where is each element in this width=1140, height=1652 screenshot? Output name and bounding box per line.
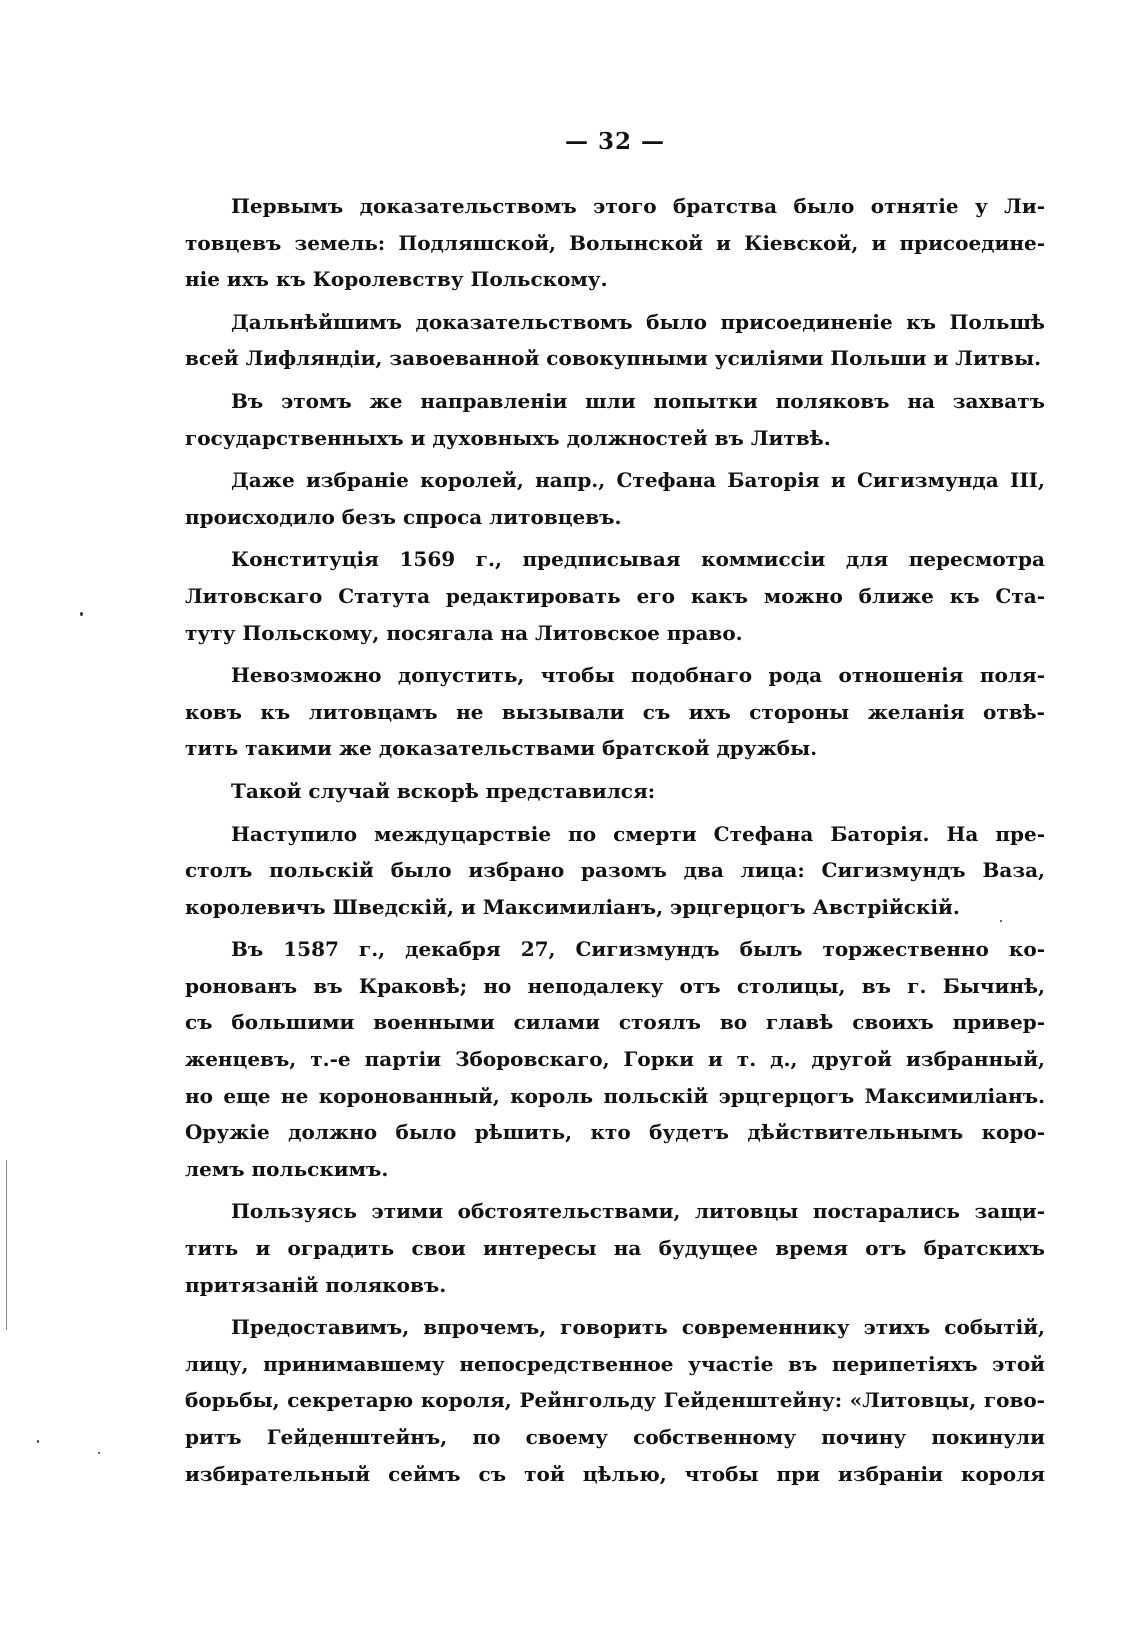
paragraph — [185, 931, 1045, 1187]
scan-speck — [37, 1440, 39, 1443]
text-line: ковъ къ литовцамъ не вызывали съ ихъ стороны желанія отвѣ- — [185, 699, 1045, 724]
text-line: Дальнѣйшимъ доказательствомъ было присоединеніе къ Польшѣ — [231, 309, 1045, 334]
page-number: — 32 — — [564, 128, 666, 155]
paragraph — [185, 657, 1045, 767]
scan-speck — [98, 1452, 100, 1454]
text-line: Въ этомъ же направленіи шли попытки поляковъ на захватъ — [231, 388, 1045, 413]
paragraph — [185, 1193, 1045, 1303]
text-line: женцевъ, т.-е партіи Зборовскаго, Горки и т. д., другой избранный, — [185, 1047, 1045, 1072]
text-line: Такой случай вскорѣ представился: — [231, 778, 656, 803]
text-line: избирательный сеймъ съ той цѣлью, чтобы при избраніи короля — [185, 1461, 1045, 1486]
text-line: ніе ихъ къ Королевству Польскому. — [185, 267, 608, 292]
text-line: лицу, принимавшему непосредственное участіе въ перипетіяхъ этой — [185, 1351, 1045, 1376]
paragraph — [185, 462, 1045, 535]
scan-speck — [80, 612, 83, 616]
text-line: Даже избраніе королей, напр., Стефана Баторія и Сигизмунда III, — [231, 468, 1045, 493]
text-line: Въ 1587 г., декабря 27, Сигизмундъ былъ торжественно ко- — [231, 937, 1045, 962]
paragraph — [185, 816, 1045, 926]
scan-margin-line — [6, 1160, 7, 1330]
text-line: Конституція 1569 г., предписывая коммиссіи для пересмотра — [231, 547, 1045, 572]
text-line: товцевъ земель: Подляшской, Волынской и Кіевской, и присоедине- — [185, 230, 1045, 255]
text-line: тить такими же доказательствами братской дружбы. — [185, 736, 818, 761]
text-line: государственныхъ и духовныхъ должностей въ Литвѣ. — [185, 425, 831, 450]
text-line: Первымъ доказательствомъ этого братства было отнятіе у Ли- — [231, 194, 1045, 218]
text-line: тить и оградить свои интересы на будущее время отъ братскихъ — [185, 1236, 1045, 1261]
text-line: борьбы, секретарю короля, Рейнгольду Гейденштейну: «Литовцы, гово- — [185, 1388, 1045, 1413]
text-line: Оружіе должно было рѣшить, кто будетъ дѣйствительнымъ коро- — [185, 1120, 1045, 1145]
text-line: притязаній поляковъ. — [185, 1272, 447, 1297]
paragraph — [185, 304, 1045, 377]
paragraph — [185, 383, 1045, 456]
text-line: Пользуясь этими обстоятельствами, литовцы постарались защи- — [231, 1199, 1045, 1224]
paragraph — [185, 541, 1045, 651]
text-line: столъ польскій было избрано разомъ два лица: Сигизмундъ Ваза, — [185, 858, 1045, 883]
text-line: съ большими военными силами стоялъ во главѣ своихъ привер- — [185, 1010, 1045, 1035]
text-line: Наступило междуцарствіе по смерти Стефана Баторія. На пре- — [231, 821, 1045, 846]
paragraph — [185, 188, 1045, 298]
text-line: Предоставимъ, впрочемъ, говорить современнику этихъ событій, — [231, 1315, 1045, 1340]
text-line: ритъ Гейденштейнъ, по своему собственному почину покинули — [185, 1425, 1045, 1449]
text-line: но еще не коронованный, король польскій эрцгерцогъ Максимиліанъ. — [185, 1083, 1045, 1108]
text-line: королевичъ Шведскій, и Максимиліанъ, эрцгерцогъ Австрійскій. — [185, 894, 960, 919]
paragraph — [185, 773, 1045, 810]
text-line: туту Польскому, посягала на Литовское право. — [185, 620, 743, 645]
text-line: всей Лифляндіи, завоеванной совокупными усиліями Польши и Литвы. — [185, 346, 1042, 371]
text-line: происходило безъ спроса литовцевъ. — [185, 504, 622, 529]
text-line: лемъ польскимъ. — [185, 1156, 389, 1181]
text-line: Невозможно допустить, чтобы подобнаго рода отношенія поля- — [231, 663, 1045, 688]
text-line: ронованъ въ Краковѣ; но неподалеку отъ столицы, въ г. Бычинѣ, — [185, 973, 1045, 998]
text-line: Литовскаго Статута редактировать его какъ можно ближе къ Ста- — [185, 583, 1045, 608]
body-text — [185, 188, 1045, 1492]
paragraph — [185, 1309, 1045, 1492]
scan-speck — [1000, 920, 1002, 922]
